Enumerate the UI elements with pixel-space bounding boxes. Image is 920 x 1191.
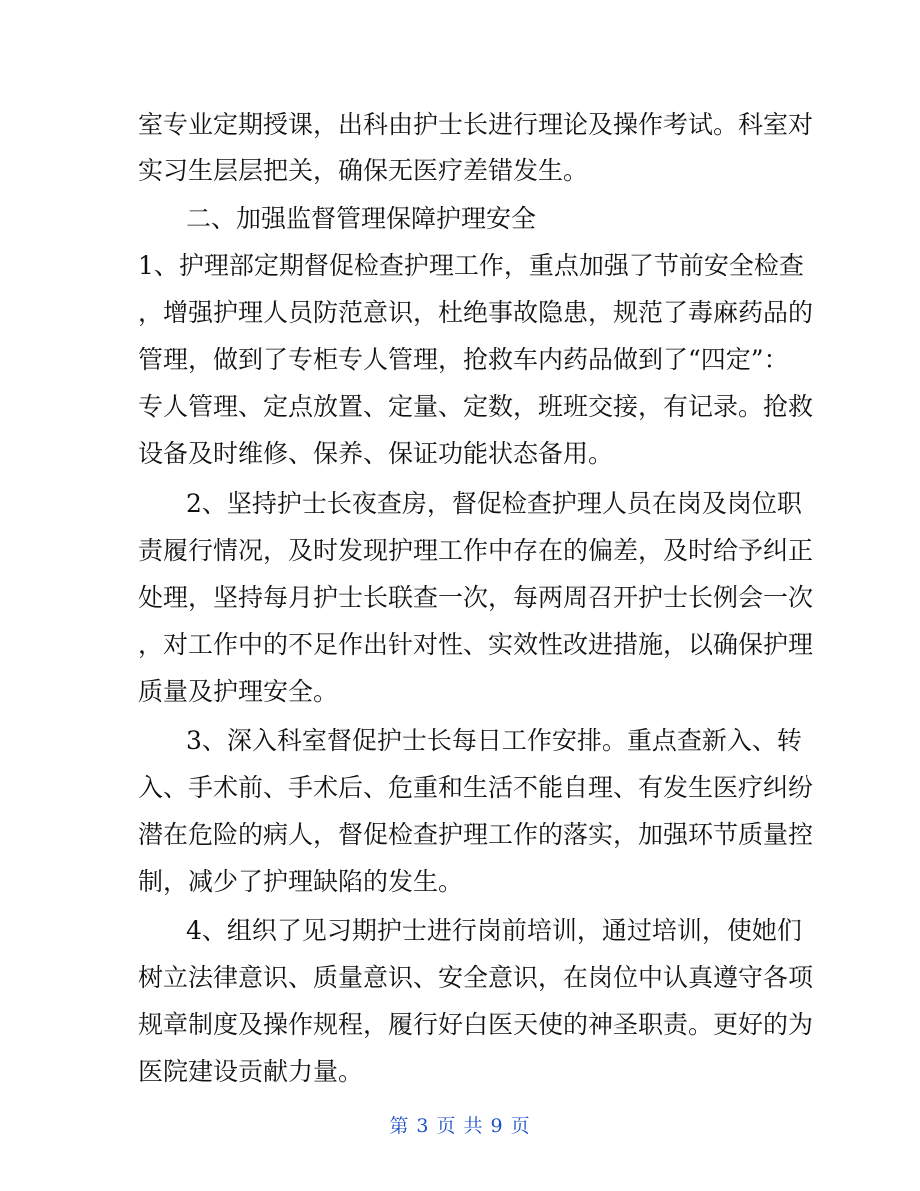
- text-line: 规章制度及操作规程，履行好白医天使的神圣职责。更好的为: [138, 1010, 814, 1039]
- page-number-footer: 第 3 页 共 9 页: [389, 1115, 531, 1137]
- text-line: 入、手术前、手术后、危重和生活不能自理、有发生医疗纠纷: [138, 773, 814, 802]
- text-line: 1、护理部定期督促检查护理工作，重点加强了节前安全检查: [138, 251, 804, 280]
- text-line: 潜在危险的病人，督促检查护理工作的落实，加强环节质量控: [138, 820, 814, 849]
- text-line: 处理，坚持每月护士长联查一次，每两周召开护士长例会一次: [138, 583, 814, 612]
- section-heading: 二、加强监督管理保障护理安全: [186, 204, 537, 233]
- text-line: 管理，做到了专柜专人管理，抢救车内药品做到了“四定”：: [138, 345, 789, 374]
- text-line: 4、组织了见习期护士进行岗前培训，通过培训，使她们: [186, 916, 802, 945]
- text-line: 质量及护理安全。: [138, 677, 339, 706]
- text-line: 室专业定期授课，出科由护士长进行理论及操作考试。科室对: [138, 110, 814, 139]
- text-line: 制，减少了护理缺陷的发生。: [138, 867, 464, 896]
- text-line: 树立法律意识、质量意识、安全意识，在岗位中认真遵守各项: [138, 963, 814, 992]
- text-line: 实习生层层把关，确保无医疗差错发生。: [138, 156, 589, 185]
- text-line: 设备及时维修、保养、保证功能状态备用。: [138, 439, 614, 468]
- text-line: ，增强护理人员防范意识，杜绝事故隐患，规范了毒麻药品的: [138, 298, 814, 327]
- text-line: 3、深入科室督促护士长每日工作安排。重点查新入、转: [186, 726, 802, 755]
- text-line: 专人管理、定点放置、定量、定数，班班交接，有记录。抢救: [138, 392, 814, 421]
- text-line: 责履行情况，及时发现护理工作中存在的偏差，及时给予纠正: [138, 536, 814, 565]
- text-line: ，对工作中的不足作出针对性、实效性改进措施，以确保护理: [138, 630, 814, 659]
- text-line: 医院建设贡献力量。: [138, 1057, 364, 1086]
- text-line: 2、坚持护士长夜查房，督促检查护理人员在岗及岗位职: [186, 489, 802, 518]
